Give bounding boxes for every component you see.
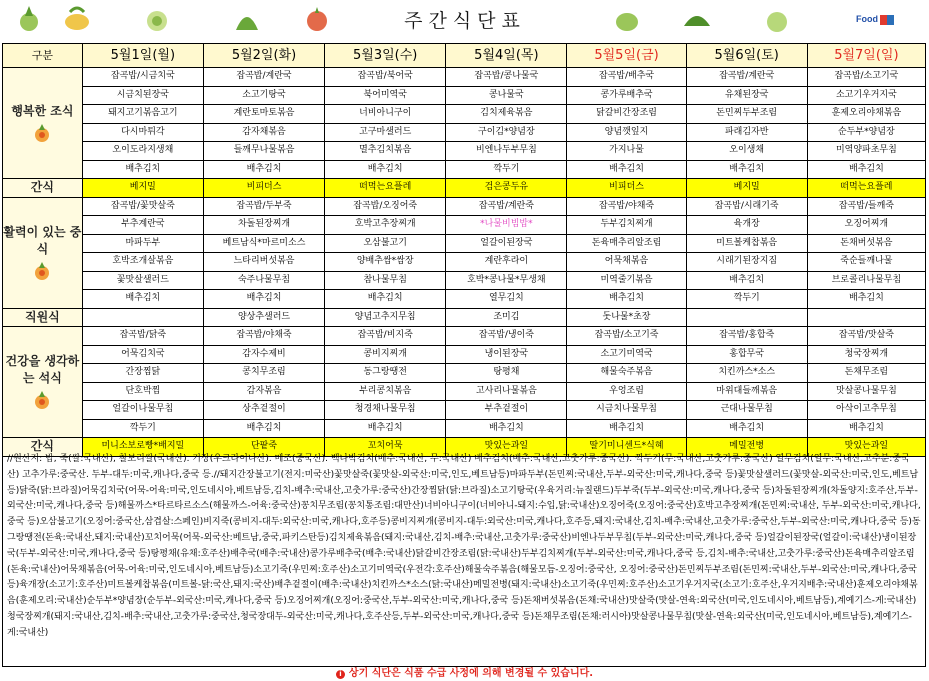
menu-item: 미트볼케찹볶음	[686, 234, 807, 253]
menu-item: 잡곡밥/계란국	[686, 68, 807, 87]
breakfast-label	[3, 68, 83, 179]
menu-item: 멸추김치볶음	[325, 142, 446, 161]
menu-item: 파래김자반	[686, 123, 807, 142]
menu-item: 마위대들깨볶음	[686, 382, 807, 401]
menu-item: 잡곡밥/시금치국	[82, 68, 203, 87]
menu-item: 배추김치	[567, 160, 686, 179]
snack1-item: 베지밀	[686, 179, 807, 198]
menu-item: 너비아니구이	[325, 105, 446, 124]
menu-item: 돼지고기볶음고기	[82, 105, 203, 124]
menu-item: 열무김치	[446, 290, 567, 309]
menu-item: 잡곡밥/닭죽	[82, 327, 203, 346]
staff-item	[686, 308, 807, 327]
menu-item: 육개장	[686, 216, 807, 235]
menu-item: 호박고추장찌개	[325, 216, 446, 235]
snack1-item: 떠먹는요플레	[807, 179, 925, 198]
menu-item: 근대나물무침	[686, 401, 807, 420]
day-header: 5월5일(금)	[567, 44, 686, 68]
menu-item: 돈민찌두부조림	[686, 105, 807, 124]
menu-item: 오삼불고기	[325, 234, 446, 253]
menu-item: 소고기우거지국	[807, 86, 925, 105]
menu-item: 호박조개살볶음	[82, 253, 203, 272]
menu-item: 배추김치	[567, 419, 686, 438]
menu-item: 냉이된장국	[446, 345, 567, 364]
menu-item: 배추김치	[325, 160, 446, 179]
snack2-label: 간식	[3, 438, 83, 457]
menu-item: 시금치나물무침	[567, 401, 686, 420]
menu-item: 꽃맛살샐러드	[82, 271, 203, 290]
menu-item: 시래기된장지짐	[686, 253, 807, 272]
lunch-label-text: 활력이 있는 중식	[3, 224, 82, 256]
menu-item: 탕평채	[446, 364, 567, 383]
menu-item: 깍두기	[446, 160, 567, 179]
menu-item: 부리콩치볶음	[325, 382, 446, 401]
snack2-item: 맛있는과일	[807, 438, 925, 457]
breakfast-row	[3, 123, 926, 142]
food-figure-icon	[3, 389, 82, 411]
snack1-row	[3, 179, 926, 198]
menu-item: 죽순들깨나물	[807, 253, 925, 272]
menu-item: 홍합무국	[686, 345, 807, 364]
menu-item: 잡곡밥/맛살죽	[807, 327, 925, 346]
day-header: 5월6일(토)	[686, 44, 807, 68]
menu-item: 배추김치	[325, 419, 446, 438]
menu-item: 해물숙주볶음	[567, 364, 686, 383]
vegetable-decoration-icon	[12, 2, 46, 36]
staff-item: 돗나물*초장	[567, 308, 686, 327]
menu-item: 잡곡밥/들깨죽	[807, 197, 925, 216]
header-gubun: 구분	[3, 44, 83, 68]
menu-item: 잡곡밥/소고기죽	[567, 327, 686, 346]
menu-item: 배추김치	[807, 419, 925, 438]
staff-row	[3, 308, 926, 327]
menu-item: 배추김치	[203, 290, 324, 309]
dinner-label	[3, 327, 83, 438]
menu-item: 오이도라지생채	[82, 142, 203, 161]
lunch-row	[3, 234, 926, 253]
day-header: 5월4일(목)	[446, 44, 567, 68]
breakfast-row	[3, 68, 926, 87]
breakfast-row	[3, 142, 926, 161]
vegetable-decoration-icon	[140, 2, 174, 36]
menu-item: 잡곡밥/소고기국	[807, 68, 925, 87]
menu-item: 계란후라이	[446, 253, 567, 272]
menu-item: 잡곡밥/꽃맛살죽	[82, 197, 203, 216]
menu-item: 시금치된장국	[82, 86, 203, 105]
menu-item: 부추겉절이	[446, 401, 567, 420]
food-figure-icon	[3, 122, 82, 144]
snack2-item: 메밀전병	[686, 438, 807, 457]
snack1-item: 검은콩두유	[446, 179, 567, 198]
menu-item: 다시마튀각	[82, 123, 203, 142]
menu-item: 배추김치	[686, 271, 807, 290]
staff-item	[807, 308, 925, 327]
lunch-row	[3, 216, 926, 235]
menu-item: 고사리나물볶음	[446, 382, 567, 401]
vegetable-decoration-icon	[680, 2, 714, 36]
menu-item: 비엔나두부무침	[446, 142, 567, 161]
menu-item: 배추김치	[446, 419, 567, 438]
menu-item: 김치제육볶음	[446, 105, 567, 124]
menu-item: 치킨까스*소스	[686, 364, 807, 383]
menu-item: 감자수제비	[203, 345, 324, 364]
menu-item: 들깨무나물볶음	[203, 142, 324, 161]
menu-item: 돈채버섯볶음	[807, 234, 925, 253]
snack2-item: 미니소보로빵*배지밀	[82, 438, 203, 457]
menu-item: 배추김치	[203, 419, 324, 438]
dinner-row	[3, 382, 926, 401]
menu-item: *나물비빔밥*	[446, 216, 567, 235]
dinner-row	[3, 345, 926, 364]
menu-item: 콩가루배추국	[567, 86, 686, 105]
menu-item: 베트남식*마르미소스	[203, 234, 324, 253]
menu-item: 잡곡밥/야채죽	[567, 197, 686, 216]
menu-item: 잡곡밥/두부죽	[203, 197, 324, 216]
snack1-item: 비피더스	[203, 179, 324, 198]
menu-item: 오이생채	[686, 142, 807, 161]
menu-item: 양념깻잎지	[567, 123, 686, 142]
menu-item: 양배추쌈*쌈장	[325, 253, 446, 272]
menu-item: 미역줄기볶음	[567, 271, 686, 290]
menu-item: 닭갈비간장조림	[567, 105, 686, 124]
lunch-label	[3, 197, 83, 308]
menu-item: 배추김치	[203, 160, 324, 179]
menu-item: 소고기미역국	[567, 345, 686, 364]
menu-item: 감자볶음	[203, 382, 324, 401]
menu-item: 단호박찜	[82, 382, 203, 401]
menu-item: 청국장찌개	[807, 345, 925, 364]
day-header: 5월2일(화)	[203, 44, 324, 68]
menu-item: 배추김치	[82, 290, 203, 309]
menu-item: 느타리버섯볶음	[203, 253, 324, 272]
menu-item: 잡곡밥/냉이죽	[446, 327, 567, 346]
menu-item: 돈육매추리알조림	[567, 234, 686, 253]
menu-item: 잡곡밥/콩나물국	[446, 68, 567, 87]
snack1-label: 간식	[3, 179, 83, 198]
snack2-item: 맛있는과일	[446, 438, 567, 457]
menu-item: 잡곡밥/시래기죽	[686, 197, 807, 216]
snack2-item: 꼬치어묵	[325, 438, 446, 457]
menu-item: 잡곡밥/야채죽	[203, 327, 324, 346]
menu-item: 구이김*양념장	[446, 123, 567, 142]
menu-item: 배추김치	[686, 419, 807, 438]
menu-item: 콩치무조림	[203, 364, 324, 383]
breakfast-row	[3, 105, 926, 124]
menu-item: 소고기탕국	[203, 86, 324, 105]
footer-text: 상기 식단은 식품 수급 사정에 의해 변경될 수 있습니다.	[348, 668, 594, 679]
menu-item: 우엉조림	[567, 382, 686, 401]
menu-item: 어묵김치국	[82, 345, 203, 364]
menu-item: 감자채볶음	[203, 123, 324, 142]
menu-item: 맛살콩나물무침	[807, 382, 925, 401]
menu-item: 숙주나물무침	[203, 271, 324, 290]
menu-item: 배추김치	[325, 290, 446, 309]
menu-item: 마파두부	[82, 234, 203, 253]
menu-item: 어묵채볶음	[567, 253, 686, 272]
staff-item	[82, 308, 203, 327]
menu-item: 배추김치	[807, 290, 925, 309]
menu-item: 잡곡밥/배추국	[567, 68, 686, 87]
menu-item: 배추김치	[567, 290, 686, 309]
menu-item: 깍두기	[686, 290, 807, 309]
menu-item: 가지나물	[567, 142, 686, 161]
breakfast-label-text: 행복한 조식	[11, 103, 74, 118]
banner	[0, 0, 929, 38]
menu-item: 두부김치찌개	[567, 216, 686, 235]
staff-item: 양상추샐러드	[203, 308, 324, 327]
dinner-row	[3, 419, 926, 438]
vegetable-decoration-icon	[760, 2, 794, 36]
header-row	[3, 44, 926, 68]
menu-item: 배추김치	[686, 160, 807, 179]
dinner-label-text: 건강을 생각하는 석식	[5, 354, 80, 385]
menu-item: 콩비지찌개	[325, 345, 446, 364]
snack2-item: 단팥죽	[203, 438, 324, 457]
menu-item: 잡곡밥/계란국	[203, 68, 324, 87]
day-header: 5월1일(월)	[82, 44, 203, 68]
menu-item: 훈제오리야채볶음	[807, 105, 925, 124]
lunch-row	[3, 290, 926, 309]
menu-item: 잡곡밥/비지죽	[325, 327, 446, 346]
menu-item: 부추계란국	[82, 216, 203, 235]
breakfast-row	[3, 86, 926, 105]
menu-item: 차돌된장찌개	[203, 216, 324, 235]
menu-item: 아삭이고추무침	[807, 401, 925, 420]
footer-notice	[0, 667, 929, 681]
menu-item: 배추김치	[82, 160, 203, 179]
page-title: 주간식단표	[404, 10, 526, 32]
breakfast-row	[3, 160, 926, 179]
dinner-row	[3, 327, 926, 346]
vegetable-decoration-icon	[230, 2, 264, 36]
origin-notes: //원산지: 밥, 죽(쌀:국내산), 찰보리쌀(국내산). 기장(우크라이나산). 메조(중국산). 백나박김치(배추:국내산, 무:국내산) 배추김치(배추:국내산,고춧가루:중국산). 깍두기(무:국내산,고춧가루:중국산) 열무김치(열무:국내산,고추분:중국산) 고추가루:중국산. 두부-대두:미국,캐나다,중국 등.//돼지간장불고기(전지:미국산)꽃맛살죽(꽃맛살-외국산:미국,인도,베트남등)마파두부(돈민찌:국내산,두부-외국산:미국,캐나다,중국 등)꽃맛살샐러드(꽃맛살-외국산:미국,인도,베트남등)닭죽(닭:브라질)어묵김치국(어묵-어육:미국,인도네시아,베트남등,김치-배추:국내산,고춧가루:중국산)간장찜닭(닭:브라질)소고기탕국(우육거리:뉴질랜드)두부죽(두부-외국산:미국,캐나다,중국 등)차돌된장찌개(차돌양지:호주산,두부-외국산:미국,캐나다,중국 등)해물까스*타르타르소스(해물까스-어육:중국산)꽁치무조림(꽁치통조림:대만산)너비아니구이(너비아니-돼지:수입,닭:국내산)오징어죽(오징어:중국산)호박고추장찌개(돈민찌:국내산, 두부-외국산:미국,캐나다,중국 등)오삼불고기(오징어:중국산,삼겹살:스페인)비지죽(콩비지-대두:외국산:미국,캐나다,호주등)콩비지찌개(콩비지-대두:외국산:미국,캐나다,호주등,돼지:국내산,김치-배추:국내산,고춧가루:중국산,두부-외국산:미국,캐나다,중국 등)동그랑땡전(돈육:국내산,돼지:국내산)꼬치어묵(어묵-외국산:베트남,중국,파키스탄등)김치제육볶음(돼지:국내산,김치-배추:국내산,고춧가루:중국산)비엔나두부무침(두부-외국산:미국,캐나다,중국 등)얼갈이된장국(얼갈이:국내산)냉이된장국(두부-외국산:미국,캐나다,중국 등)탕평채(유채:호주산)배추국(배추:국내산)콩가루배추국(배추:국내산)닭갈비간장조림(닭:국내산)두부김치찌개(두부-외국산:미국,캐나다,중국 등,김치-배추:국내산,고춧가루:중국산)돈육매추리알조림(돈육:국내산)어묵채볶음(어묵-어육:미국,인도네시아,베트남등)소고기죽(우민찌:호주산)소고기미역국(우전각:호주산)해물숙주볶음(해물모듬-오징어:중국산, 오징어:중국산)돈민찌두부조림(돈민찌:국내산,두부-외국산:미국,캐나다,중국 등)육개장(소고기:호주산)미트볼케찹볶음(미트볼-닭:국산,돼지:국산)배추겉절이(배추:국내산)치킨까스*소스(닭:국내산)메밀전병(돼지:국내산)소고기죽(우민찌:호주산)소고기우거지국(소고기:호주산,우거지배추:국내산)훈제오리야채볶음(훈제오리:국내산)순두부*양념장(순두부-외국산:미국,캐나다,중국 등)오징어찌개(오징어:중국산,두부-외국산:미국,캐나다,중국 등)돈채버섯볶음(돈채:국내산)맛살죽(맛살-연육:외국산(미국,인도네시아,베트남등),계예기스-게:국내산)청국장찌개(돼지:국내산,김치-배추:국내산,고춧가루:중국산,청국장대두-외국산:미국,캐나다,호주산등,두부-외국산:미국,캐나다,중국 등)돈채무조림(돈채:러시아)맛살콩나물무침(맛살-연육:외국산(미국,인도네시아,베트남등),계예기스-게:국내산)	[2, 451, 926, 667]
menu-item: 배추김치	[807, 160, 925, 179]
menu-item: 호박*콩나물*무생채	[446, 271, 567, 290]
menu-item: 고구마샐러드	[325, 123, 446, 142]
menu-item: 브로콜리나물무침	[807, 271, 925, 290]
dinner-row	[3, 401, 926, 420]
lunch-row	[3, 197, 926, 216]
snack1-item: 베지밀	[82, 179, 203, 198]
lunch-row	[3, 271, 926, 290]
lunch-row	[3, 253, 926, 272]
vegetable-decoration-icon	[610, 2, 644, 36]
info-icon: i	[336, 670, 345, 679]
menu-item: 깍두기	[82, 419, 203, 438]
weekly-menu-table	[2, 43, 926, 457]
menu-item: 순두부*양념장	[807, 123, 925, 142]
food-figure-icon	[3, 260, 82, 282]
menu-item: 잡곡밥/계란죽	[446, 197, 567, 216]
brand-logo: Food	[856, 14, 906, 28]
snack2-item: 딸기미니센드*식혜	[567, 438, 686, 457]
staff-item: 양념고추지무침	[325, 308, 446, 327]
menu-item: 잡곡밥/북어국	[325, 68, 446, 87]
staff-label: 직원식	[3, 308, 83, 327]
menu-item: 얼갈이나물무침	[82, 401, 203, 420]
menu-item: 잡곡밥/홍합죽	[686, 327, 807, 346]
snack1-item: 비피더스	[567, 179, 686, 198]
snack1-item: 떠먹는요플레	[325, 179, 446, 198]
menu-item: 상추겉절이	[203, 401, 324, 420]
day-header: 5월7일(일)	[807, 44, 925, 68]
vegetable-decoration-icon	[300, 2, 334, 36]
menu-item: 얼갈이된장국	[446, 234, 567, 253]
menu-item: 유채된장국	[686, 86, 807, 105]
vegetable-decoration-icon	[60, 2, 94, 36]
day-header: 5월3일(수)	[325, 44, 446, 68]
menu-item: 동그랑땡전	[325, 364, 446, 383]
menu-item: 잡곡밥/오징어죽	[325, 197, 446, 216]
menu-item: 계란토마토볶음	[203, 105, 324, 124]
menu-item: 참나물무침	[325, 271, 446, 290]
menu-item: 돈채무조림	[807, 364, 925, 383]
menu-item: 간장찜닭	[82, 364, 203, 383]
menu-item: 오징어찌개	[807, 216, 925, 235]
menu-item: 청경채나물무침	[325, 401, 446, 420]
staff-item: 조미김	[446, 308, 567, 327]
menu-item: 미역양파초무침	[807, 142, 925, 161]
menu-item: 콩나물국	[446, 86, 567, 105]
menu-item: 북어미역국	[325, 86, 446, 105]
dinner-row	[3, 364, 926, 383]
